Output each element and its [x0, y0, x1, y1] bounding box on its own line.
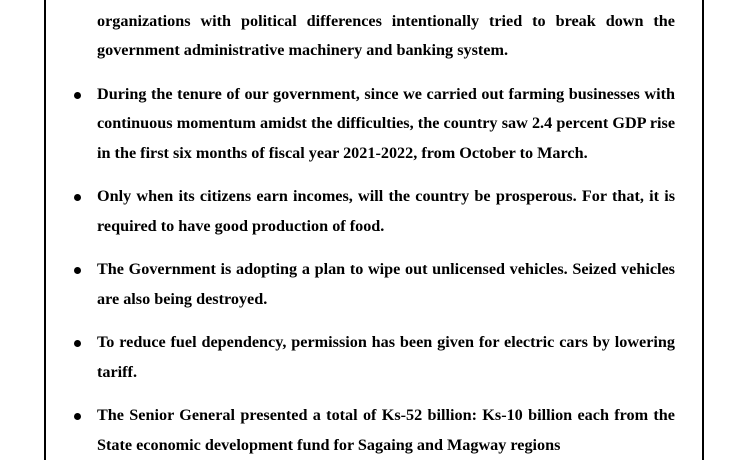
bullet-item-unlicensed-vehicles [0, 255, 675, 314]
bullet-item-electric-cars [0, 328, 675, 387]
bullet-dot-icon [74, 267, 81, 274]
bullet-item-citizen-incomes [0, 182, 675, 241]
bullet-dot-icon [74, 340, 81, 347]
bullet-item-funds-presented [0, 401, 675, 460]
bullet-dot-icon [74, 92, 81, 99]
bullet-text: The Senior General presented a total of Ks-52 billion: Ks-10 billion each from the State economic development fund for Sagaing and Magway regions [97, 406, 675, 454]
bullet-text: The Government is adopting a plan to wipe out unlicensed vehicles. Seized vehicles are also being destroyed. [97, 260, 675, 308]
bullet-item-sac-duties [0, 0, 675, 66]
bullet-text: organizations with political differences intentionally tried to break down the government administrative machinery and banking system. [97, 11, 675, 59]
bullet-dot-icon [74, 413, 81, 420]
bullet-item-gdp-rise [0, 80, 675, 169]
bullet-text: During the tenure of our government, since we carried out farming businesses with continuous momentum amidst the difficulties, the country saw 2.4 percent GDP rise in the first six months of fiscal year 2021-2022, from October to March. [97, 84, 675, 162]
bullet-text: Only when its citizens earn incomes, will the country be prosperous. For that, it is required to have good production of food. [97, 187, 675, 235]
bullet-text: To reduce fuel dependency, permission has been given for electric cars by lowering tariff. [97, 333, 675, 381]
bullet-dot-icon [74, 194, 81, 201]
